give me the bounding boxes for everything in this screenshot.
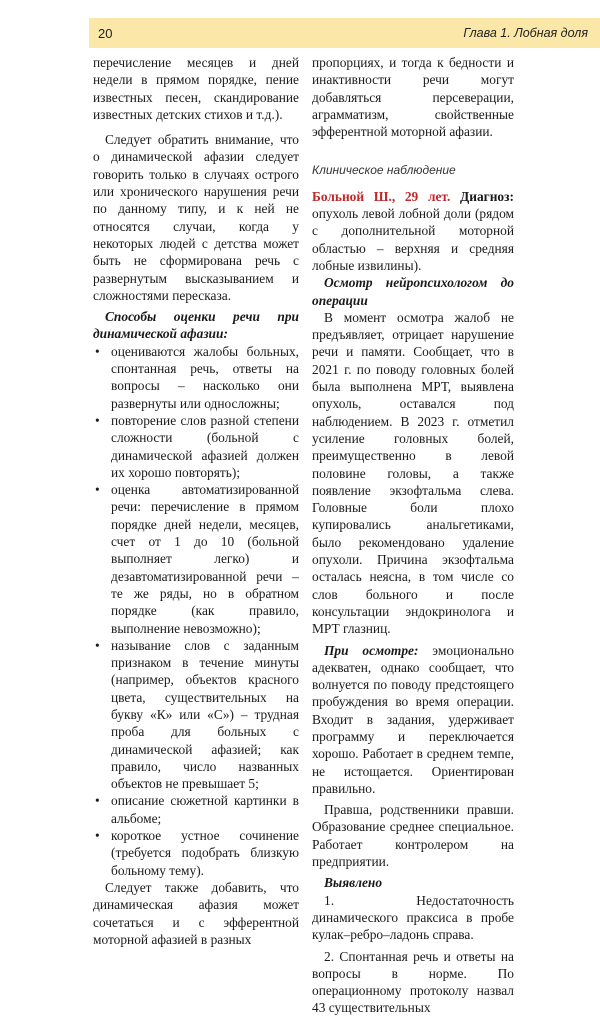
handedness-paragraph: Правша, родственники правши. Образование среднее специальное. Работает контролером на предприятии. xyxy=(312,802,514,870)
right-column xyxy=(312,54,514,1017)
diagnosis-text: опухоль левой лобной доли (рядом с дополнительной моторной областью – верхняя и средняя лобные извилины). xyxy=(312,206,514,273)
paragraph-continuation: перечисление месяцев и дней недели в прямом порядке, пение известных песен, скандирование известных детских стихов и т.д.). xyxy=(93,55,299,122)
list-item-text: оценка автоматизированной речи: перечисление в прямом порядке дней недели, месяцев, счет от 1 до 10 (больной выполняет легко) и дезавтоматизированной речи – те же ряды, но в обратном порядке (как правило, выполнение невозможно); xyxy=(111,482,299,636)
exam-heading: Осмотр нейропсихологом до операции xyxy=(312,275,514,308)
diagnosis-paragraph xyxy=(312,188,514,274)
bullet-icon: • xyxy=(95,412,100,428)
list-item xyxy=(93,343,299,412)
paragraph-combination: Следует также добавить, что динамическая афазия может сочетаться и с эфферентной моторной афазией в разных xyxy=(93,879,299,947)
clinical-case-heading: Клиническое наблюдение xyxy=(312,163,456,178)
exam2-paragraph xyxy=(312,642,514,798)
found-item-1: 1. Недостаточность динамического праксиса в пробе кулак–ребро–ладонь справа. xyxy=(312,892,514,943)
list-item-text: оцениваются жалобы больных, спонтанная речь, ответы на вопросы – насколько они развернуты или односложны; xyxy=(111,343,299,411)
bullet-icon: • xyxy=(95,828,100,844)
exam-paragraph: В момент осмотра жалоб не предъявляет, отрицает нарушение речи и памяти. Сообщает, что в 2021 г. по поводу головных болей была выполнена МРТ, выявлена опухоль, оставался под наблюдением. В 2023 г. отметил усиление головных болей, преимущественно в левой половине головы, а также появление экзофтальма слева. Головные боли плохо купировались анальгетиками, было рекомендовано удаление опухоли. Причина экзофтальма осталась неясна, в том числе со слов больного и после консультации эндокринолога и МРТ глазниц. xyxy=(312,309,514,637)
list-item-text: повторение слов разной степени сложности (больной с динамической афазией должен их хорошо повторять); xyxy=(111,412,299,480)
page-header xyxy=(89,18,600,48)
list-item xyxy=(93,481,299,637)
left-column xyxy=(93,54,299,948)
list-item xyxy=(93,827,299,879)
methods-list xyxy=(93,343,299,879)
list-item xyxy=(93,792,299,827)
bullet-icon: • xyxy=(95,637,100,653)
found-item-2: 2. Спонтанная речь и ответы на вопросы в норме. По операционному протоколу назвал 43 существительных xyxy=(312,948,514,1016)
bullet-icon: • xyxy=(95,793,100,809)
list-item-text: описание сюжетной картинки в альбоме; xyxy=(111,793,299,826)
found-heading: Выявлено xyxy=(324,875,383,891)
paragraph-dynamic-aphasia-note: Следует обратить внимание, что о динамической афазии следует говорить только в случаях острого или хронического нарушения речи по данному типу, и к ней не относятся случаи, когда у некоторых людей с детства может быть не сформирована речь с развернутым высказыванием и сложностями пересказа. xyxy=(93,132,299,303)
chapter-title: Глава 1. Лобная доля xyxy=(463,26,588,40)
list-item-text: называние слов с заданным признаком в течение минуты (например, объектов красного цвета, существительных на букву «К» или «С») – трудная проба для больных с динамической афазией; как правило, число названных объектов не превышает 5; xyxy=(111,637,299,792)
exam2-label: При осмотре: xyxy=(324,642,419,658)
list-item xyxy=(93,412,299,481)
patient-label: Больной Ш., 29 лет. xyxy=(312,188,451,204)
list-item xyxy=(93,637,299,793)
bullet-icon: • xyxy=(95,482,100,498)
diagnosis-label: Диагноз: xyxy=(460,188,514,204)
list-item-text: короткое устное сочинение (требуется подобрать близкую больному тему). xyxy=(111,828,299,878)
page-number: 20 xyxy=(98,25,113,41)
exam2-text: эмоционально адекватен, однако сообщает, что волнуется по поводу предстоящего пробуждения во время операции. Входит в задания, удерживает программу и переключается хорошо. Работает в среднем темпе, не истощается. Ориентирован правильно. xyxy=(312,642,514,796)
paragraph-continuation-right: пропорциях, и тогда к бедности и инактивности речи могут добавляться персеверации, аграмматизм, свойственные эфферентной моторной афазии. xyxy=(312,55,514,140)
methods-heading: Способы оценки речи при динамической афазии: xyxy=(93,309,299,342)
bullet-icon: • xyxy=(95,343,100,359)
